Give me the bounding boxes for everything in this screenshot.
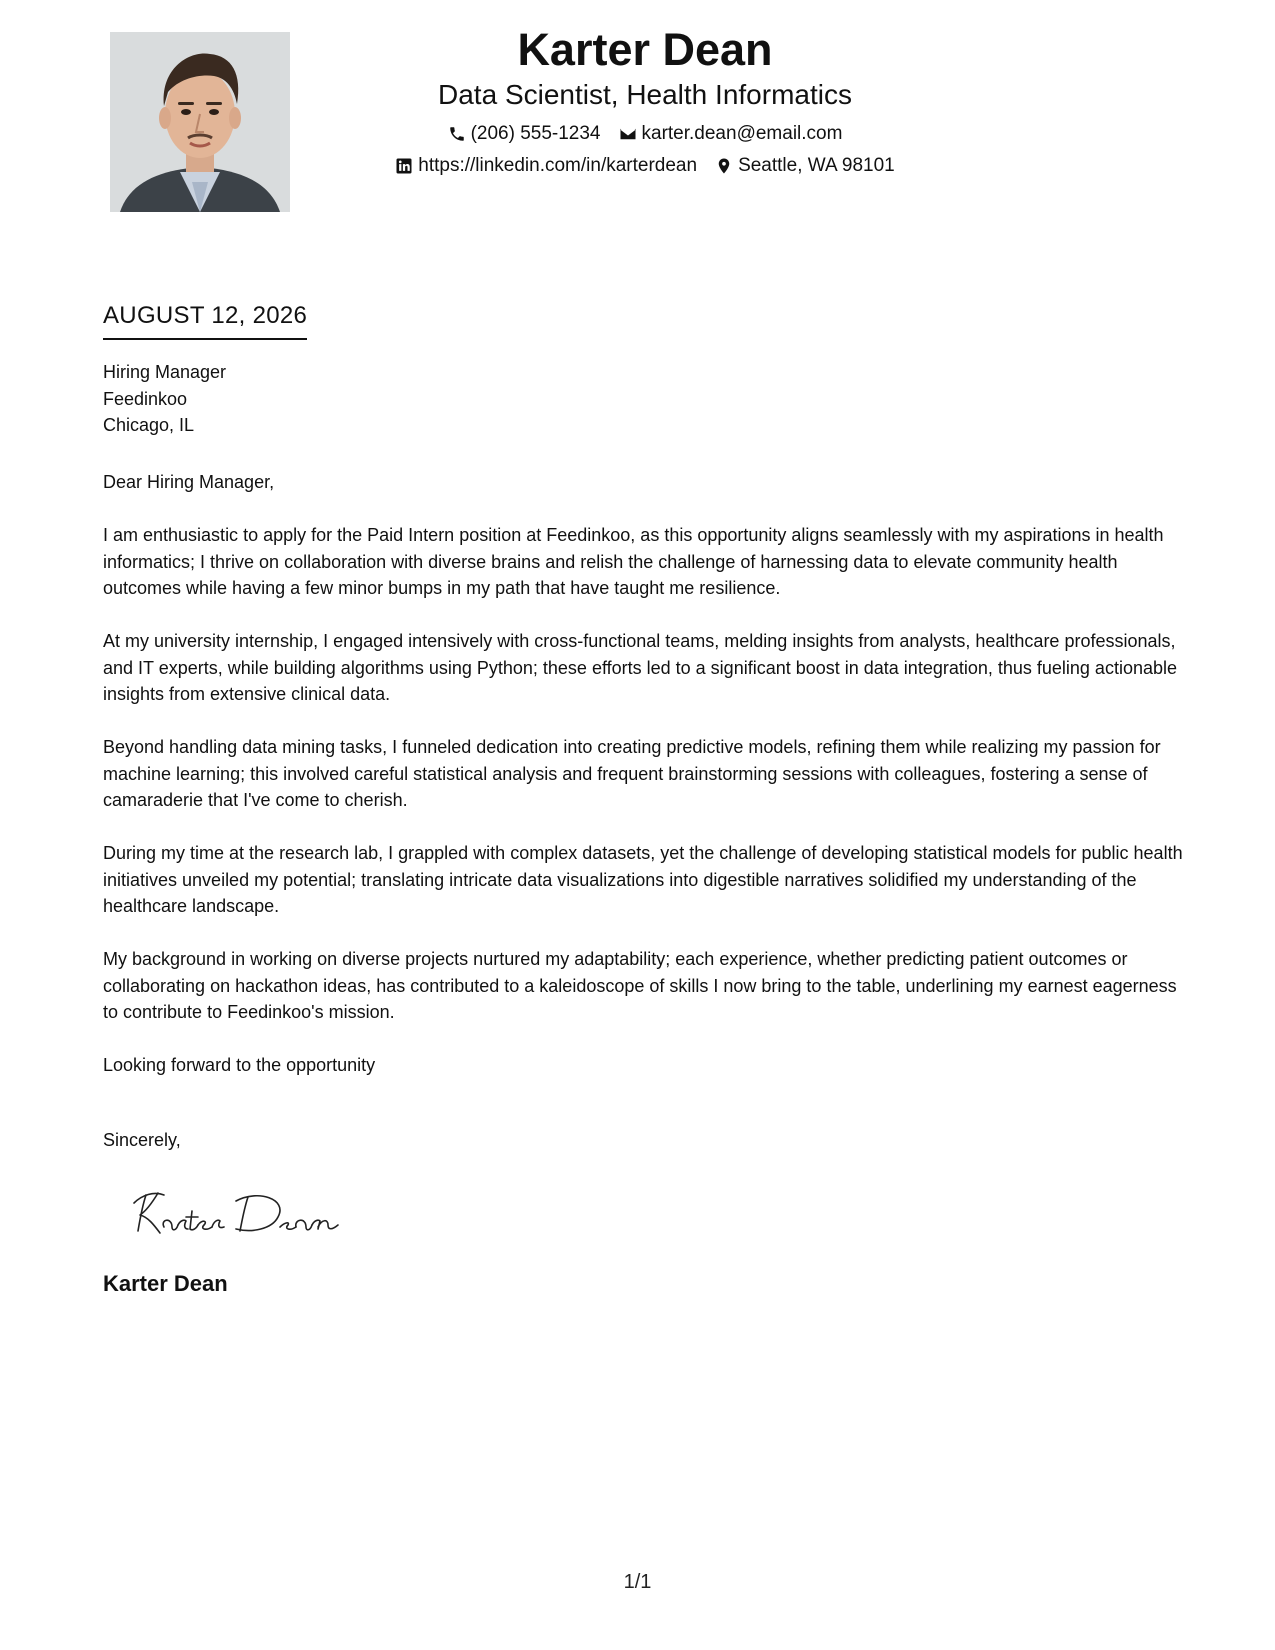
recipient-company: Feedinkoo <box>103 388 188 409</box>
letter-body <box>103 469 1183 1105</box>
linkedin-link[interactable]: https://linkedin.com/in/karterdean <box>418 155 698 176</box>
phone-icon <box>448 125 466 143</box>
contact-row-secondary <box>340 150 950 182</box>
recipient-title: Hiring Manager <box>103 362 227 382</box>
body-paragraph: Looking forward to the opportunity <box>103 1055 376 1075</box>
location-text: Seattle, WA 98101 <box>738 155 895 176</box>
contact-linkedin[interactable] <box>395 150 697 182</box>
envelope-icon <box>619 125 637 143</box>
map-pin-icon <box>715 157 733 175</box>
date-block <box>103 300 307 340</box>
salutation: Dear Hiring Manager, <box>103 472 275 492</box>
contact-row-primary <box>340 118 950 150</box>
body-paragraph: My background in working on diverse projects nurtured my adaptability; each experience, whether predicting patient outcomes or collaborating on hackathon ideas, has contributed to a kaleidoscope of skills I now bring to the table, underlining my earnest eagerness to contribute to Feedinkoo's mission. <box>103 949 1177 1022</box>
handwritten-signature <box>128 1183 358 1243</box>
profile-photo <box>110 32 290 212</box>
closing: Sincerely, <box>103 1130 181 1150</box>
recipient-city: Chicago, IL <box>103 415 195 435</box>
body-paragraph: Beyond handling data mining tasks, I funneled dedication into creating predictive models, refining them while realizing my passion for machine learning; this involved careful statistical analysis and frequent brainstorming sessions with colleagues, fostering a sense of camaraderie that I've come to cherish. <box>103 737 1161 810</box>
letter-header <box>340 22 950 182</box>
signer-name: Karter Dean <box>103 1271 228 1296</box>
body-paragraph: I am enthusiastic to apply for the Paid Intern position at Feedinkoo, as this opportunity aligns seamlessly with my aspirations in health informatics; I thrive on collaboration with diverse brains and relish the challenge of harnessing data to elevate community health outcomes while having a few minor bumps in my path that have taught me resilience. <box>103 525 1164 598</box>
phone-text: (206) 555-1234 <box>470 123 601 144</box>
applicant-role: Data Scientist, Health Informatics <box>438 79 852 110</box>
page-number: 1/1 <box>623 1571 652 1593</box>
contact-email[interactable] <box>619 118 843 150</box>
applicant-name: Karter Dean <box>517 24 773 75</box>
recipient-address <box>103 359 226 439</box>
linkedin-icon <box>395 157 413 175</box>
body-paragraph: At my university internship, I engaged intensively with cross-functional teams, melding insights from analysts, healthcare professionals, and IT experts, while building algorithms using Python; these efforts led to a significant boost in data integration, thus fueling actionable insights from extensive clinical data. <box>103 631 1177 704</box>
letter-date: AUGUST 12, 2026 <box>103 300 307 340</box>
body-paragraph: During my time at the research lab, I grappled with complex datasets, yet the challenge of developing statistical models for public health initiatives unveiled my potential; translating intricate data visualizations into digestible narratives solidified my understanding of the healthcare landscape. <box>103 843 1183 916</box>
contact-phone <box>448 118 601 150</box>
email-link[interactable]: karter.dean@email.com <box>641 123 843 144</box>
portrait-illustration <box>110 32 290 212</box>
contact-location <box>715 150 895 182</box>
